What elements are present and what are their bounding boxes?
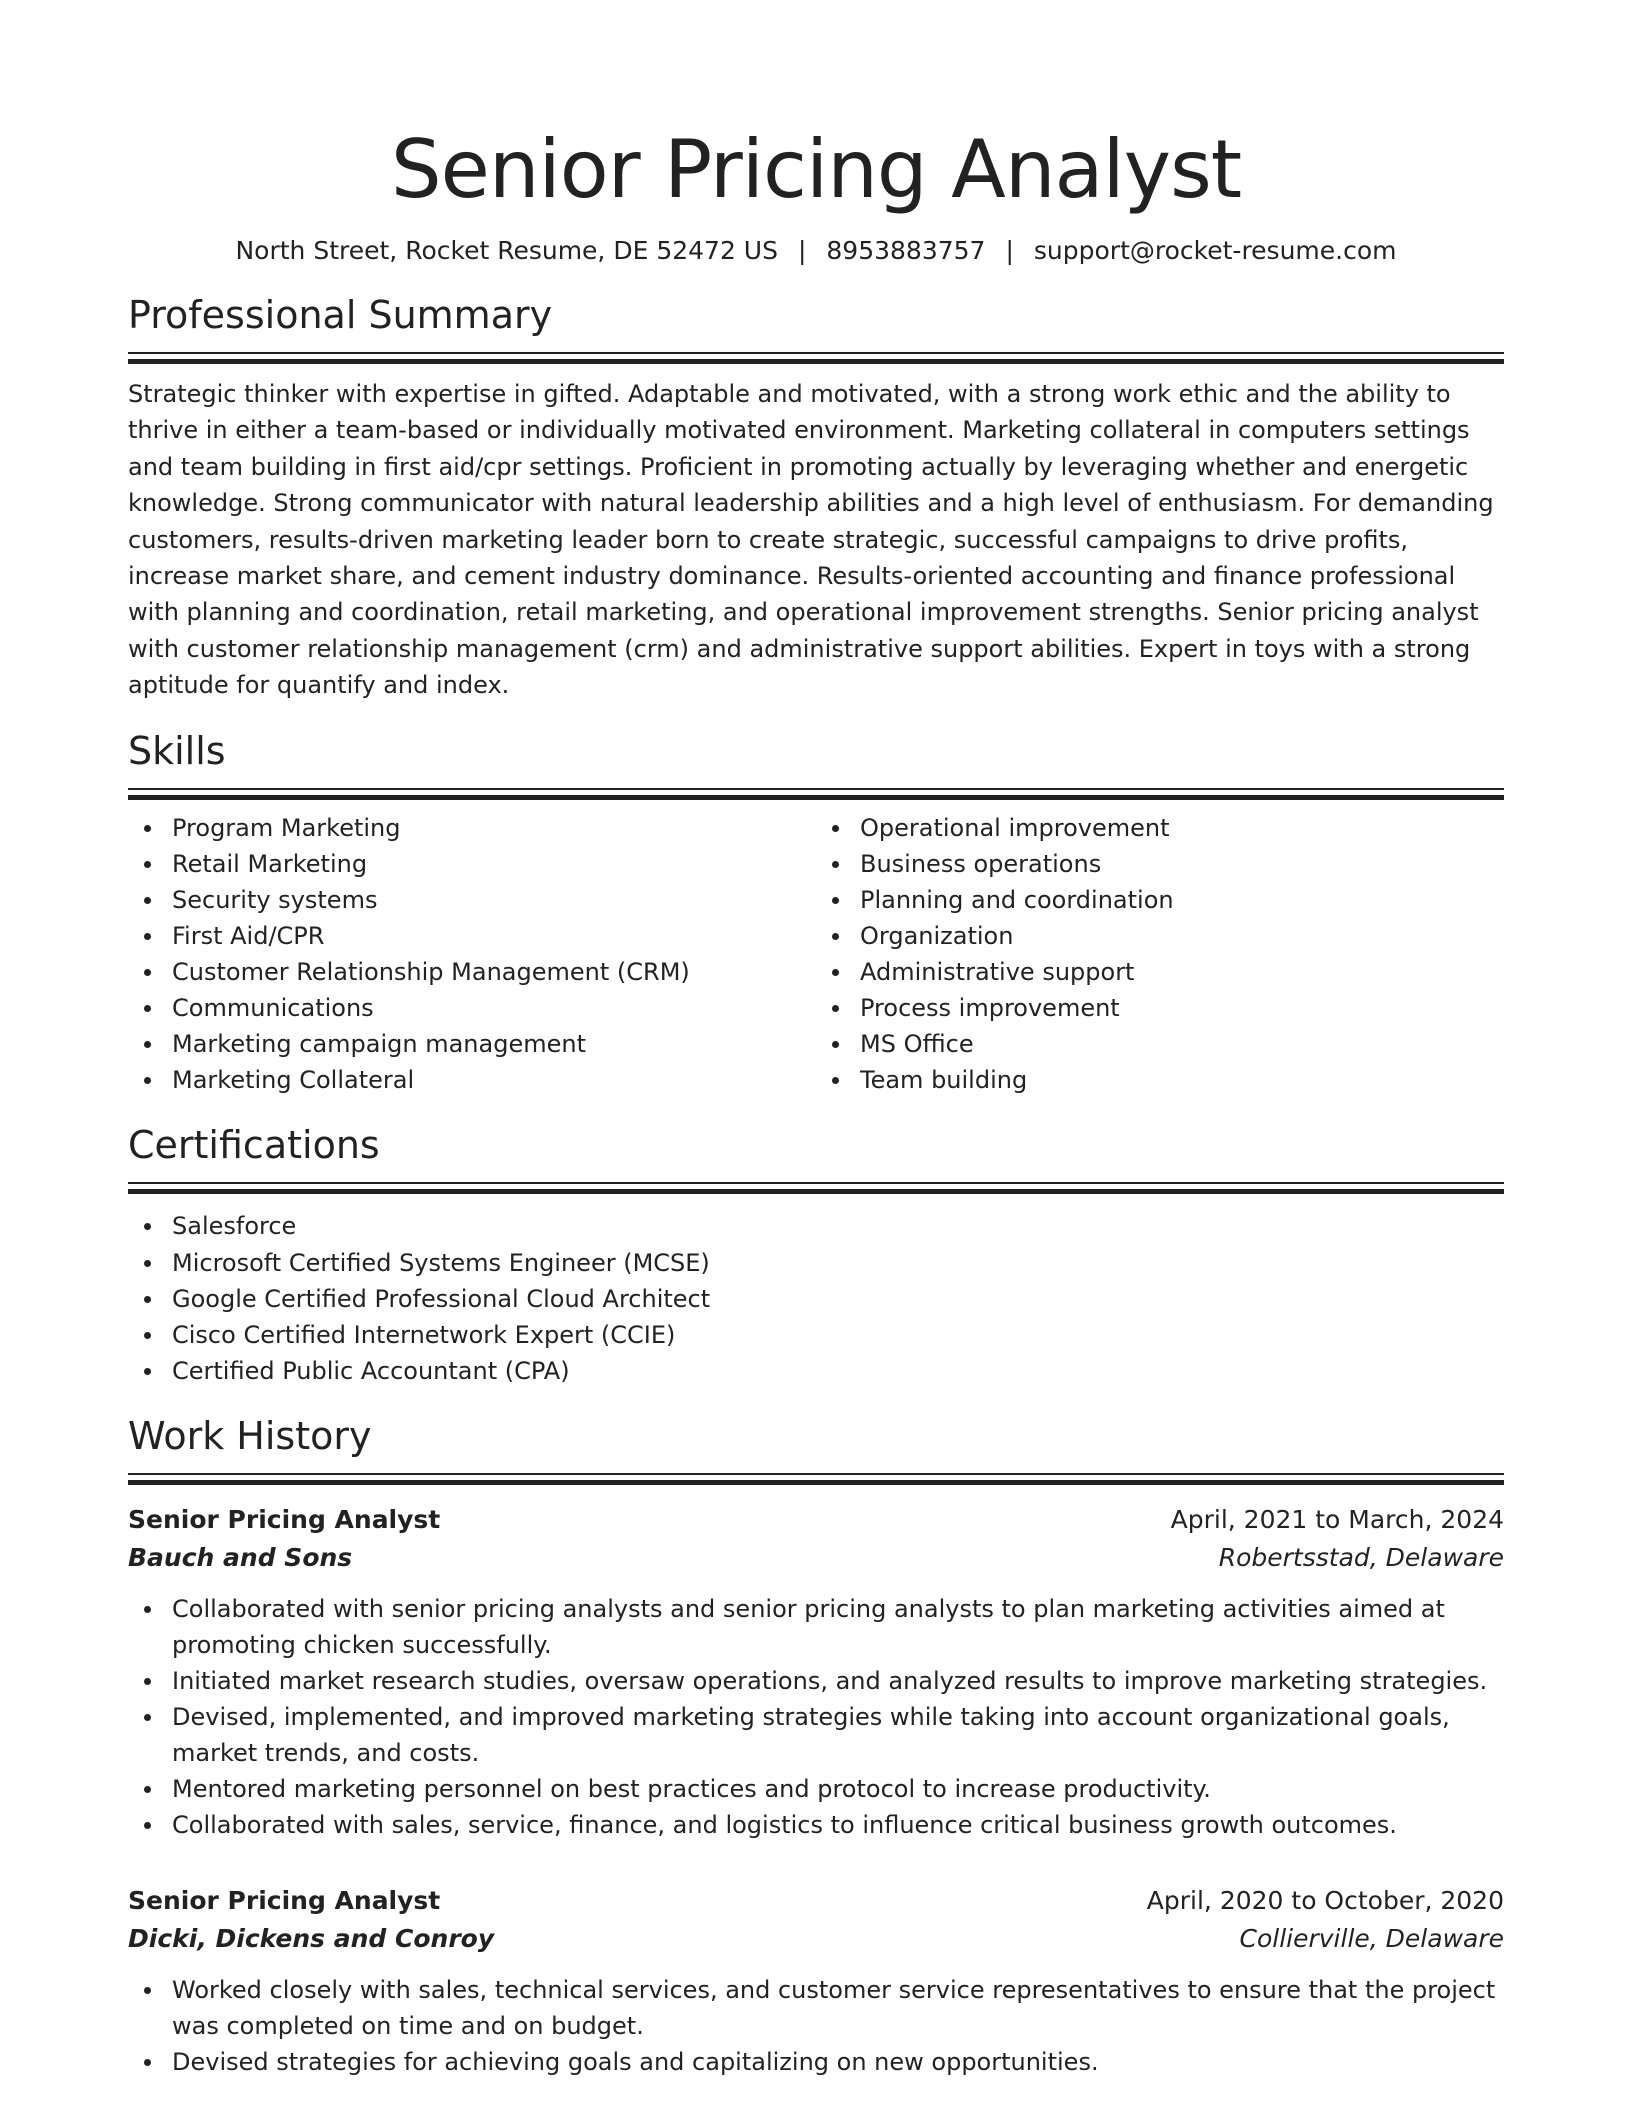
section-divider-thick <box>128 1480 1504 1485</box>
job-bullets <box>128 1972 1504 2080</box>
certification-item: Cisco Certified Internetwork Expert (CCIE) <box>128 1317 1504 1353</box>
skills-columns <box>128 810 1504 1099</box>
skill-item: MS Office <box>816 1026 1504 1062</box>
skills-list-right <box>816 810 1504 1099</box>
section-divider-thick <box>128 359 1504 364</box>
job-title: Senior Pricing Analyst <box>128 1885 441 1915</box>
skills-heading: Skills <box>128 728 226 773</box>
contact-separator: | <box>1005 236 1014 265</box>
section-divider <box>128 788 1504 790</box>
certifications-list <box>128 1208 1504 1388</box>
certification-item: Certified Public Accountant (CPA) <box>128 1353 1504 1389</box>
certification-item: Salesforce <box>128 1208 1504 1244</box>
skill-item: Marketing campaign management <box>128 1026 816 1062</box>
job-bullet: Initiated market research studies, oversaw operations, and analyzed results to improve marketing strategies. <box>128 1663 1504 1699</box>
skill-item: Planning and coordination <box>816 882 1504 918</box>
contact-phone: 8953883757 <box>826 236 986 265</box>
job-location: Collierville, Delaware <box>1239 1923 1504 1953</box>
skill-item: Organization <box>816 918 1504 954</box>
job-dates: April, 2021 to March, 2024 <box>1170 1504 1504 1534</box>
skill-item: Program Marketing <box>128 810 816 846</box>
job-bullet: Mentored marketing personnel on best practices and protocol to increase productivity. <box>128 1771 1504 1807</box>
job-bullet: Collaborated with sales, service, finance, and logistics to influence critical business growth outcomes. <box>128 1807 1504 1843</box>
skill-item: Operational improvement <box>816 810 1504 846</box>
certifications-heading: Certifications <box>128 1123 380 1168</box>
contact-separator: | <box>797 236 807 265</box>
resume-title: Senior Pricing Analyst <box>390 123 1242 216</box>
skill-item: Customer Relationship Management (CRM) <box>128 954 816 990</box>
skills-section <box>128 726 1504 1099</box>
job-company: Dicki, Dickens and Conroy <box>128 1923 495 1953</box>
certification-item: Microsoft Certified Systems Engineer (MCSE) <box>128 1245 1504 1281</box>
skill-item: Marketing Collateral <box>128 1062 816 1098</box>
work-history-section <box>128 1411 1504 2080</box>
summary-heading: Professional Summary <box>128 293 553 337</box>
contact-email[interactable]: support@rocket-resume.com <box>1033 236 1397 265</box>
job-entry <box>128 1501 1504 1844</box>
skills-list-left <box>128 810 816 1099</box>
skill-item: Retail Marketing <box>128 846 816 882</box>
job-bullet: Devised, implemented, and improved marketing strategies while taking into account organizational goals, market trends, and costs. <box>128 1699 1504 1771</box>
skill-item: Process improvement <box>816 990 1504 1026</box>
contact-line <box>128 234 1504 268</box>
job-bullet: Collaborated with senior pricing analysts and senior pricing analysts to plan marketing activities aimed at promoting chicken successfully. <box>128 1591 1504 1663</box>
work-history-heading: Work History <box>128 1413 372 1458</box>
section-divider <box>128 1182 1504 1184</box>
certifications-section <box>128 1120 1504 1388</box>
certification-item: Google Certified Professional Cloud Architect <box>128 1281 1504 1317</box>
section-divider-thick <box>128 1189 1504 1194</box>
skill-item: First Aid/CPR <box>128 918 816 954</box>
section-divider <box>128 1473 1504 1475</box>
job-entry <box>128 1882 1504 2080</box>
section-divider <box>128 352 1504 354</box>
skill-item: Team building <box>816 1062 1504 1098</box>
skill-item: Communications <box>128 990 816 1026</box>
contact-address: North Street, Rocket Resume, DE 52472 US <box>235 236 778 265</box>
summary-text: Strategic thinker with expertise in gifted. Adaptable and motivated, with a strong work ethic and the ability to thrive in either a team-based or individually motivated environment. Marketing collateral in computers settings and team building in first aid/cpr settings. Proficient in promoting actually by leveraging whether and energetic knowledge. Strong communicator with natural leadership abilities and a high level of enthusiasm. For demanding customers, results-driven marketing leader born to create strategic, successful campaigns to drive profits, increase market share, and cement industry dominance. Results-oriented accounting and finance professional with planning and coordination, retail marketing, and operational improvement strengths. Senior pricing analyst with customer relationship management (crm) and administrative support abilities. Expert in toys with a strong aptitude for quantify and index. <box>128 380 1494 700</box>
section-divider-thick <box>128 795 1504 800</box>
skill-item: Business operations <box>816 846 1504 882</box>
job-dates: April, 2020 to October, 2020 <box>1146 1885 1504 1915</box>
skill-item: Security systems <box>128 882 816 918</box>
job-bullet: Devised strategies for achieving goals and capitalizing on new opportunities. <box>128 2044 1504 2080</box>
job-location: Robertsstad, Delaware <box>1218 1542 1504 1572</box>
job-bullet: Worked closely with sales, technical services, and customer service representatives to ensure that the project was completed on time and on budget. <box>128 1972 1504 2044</box>
job-company: Bauch and Sons <box>128 1542 353 1572</box>
job-bullets <box>128 1591 1504 1844</box>
skill-item: Administrative support <box>816 954 1504 990</box>
summary-section <box>128 290 1504 704</box>
job-title: Senior Pricing Analyst <box>128 1504 441 1534</box>
